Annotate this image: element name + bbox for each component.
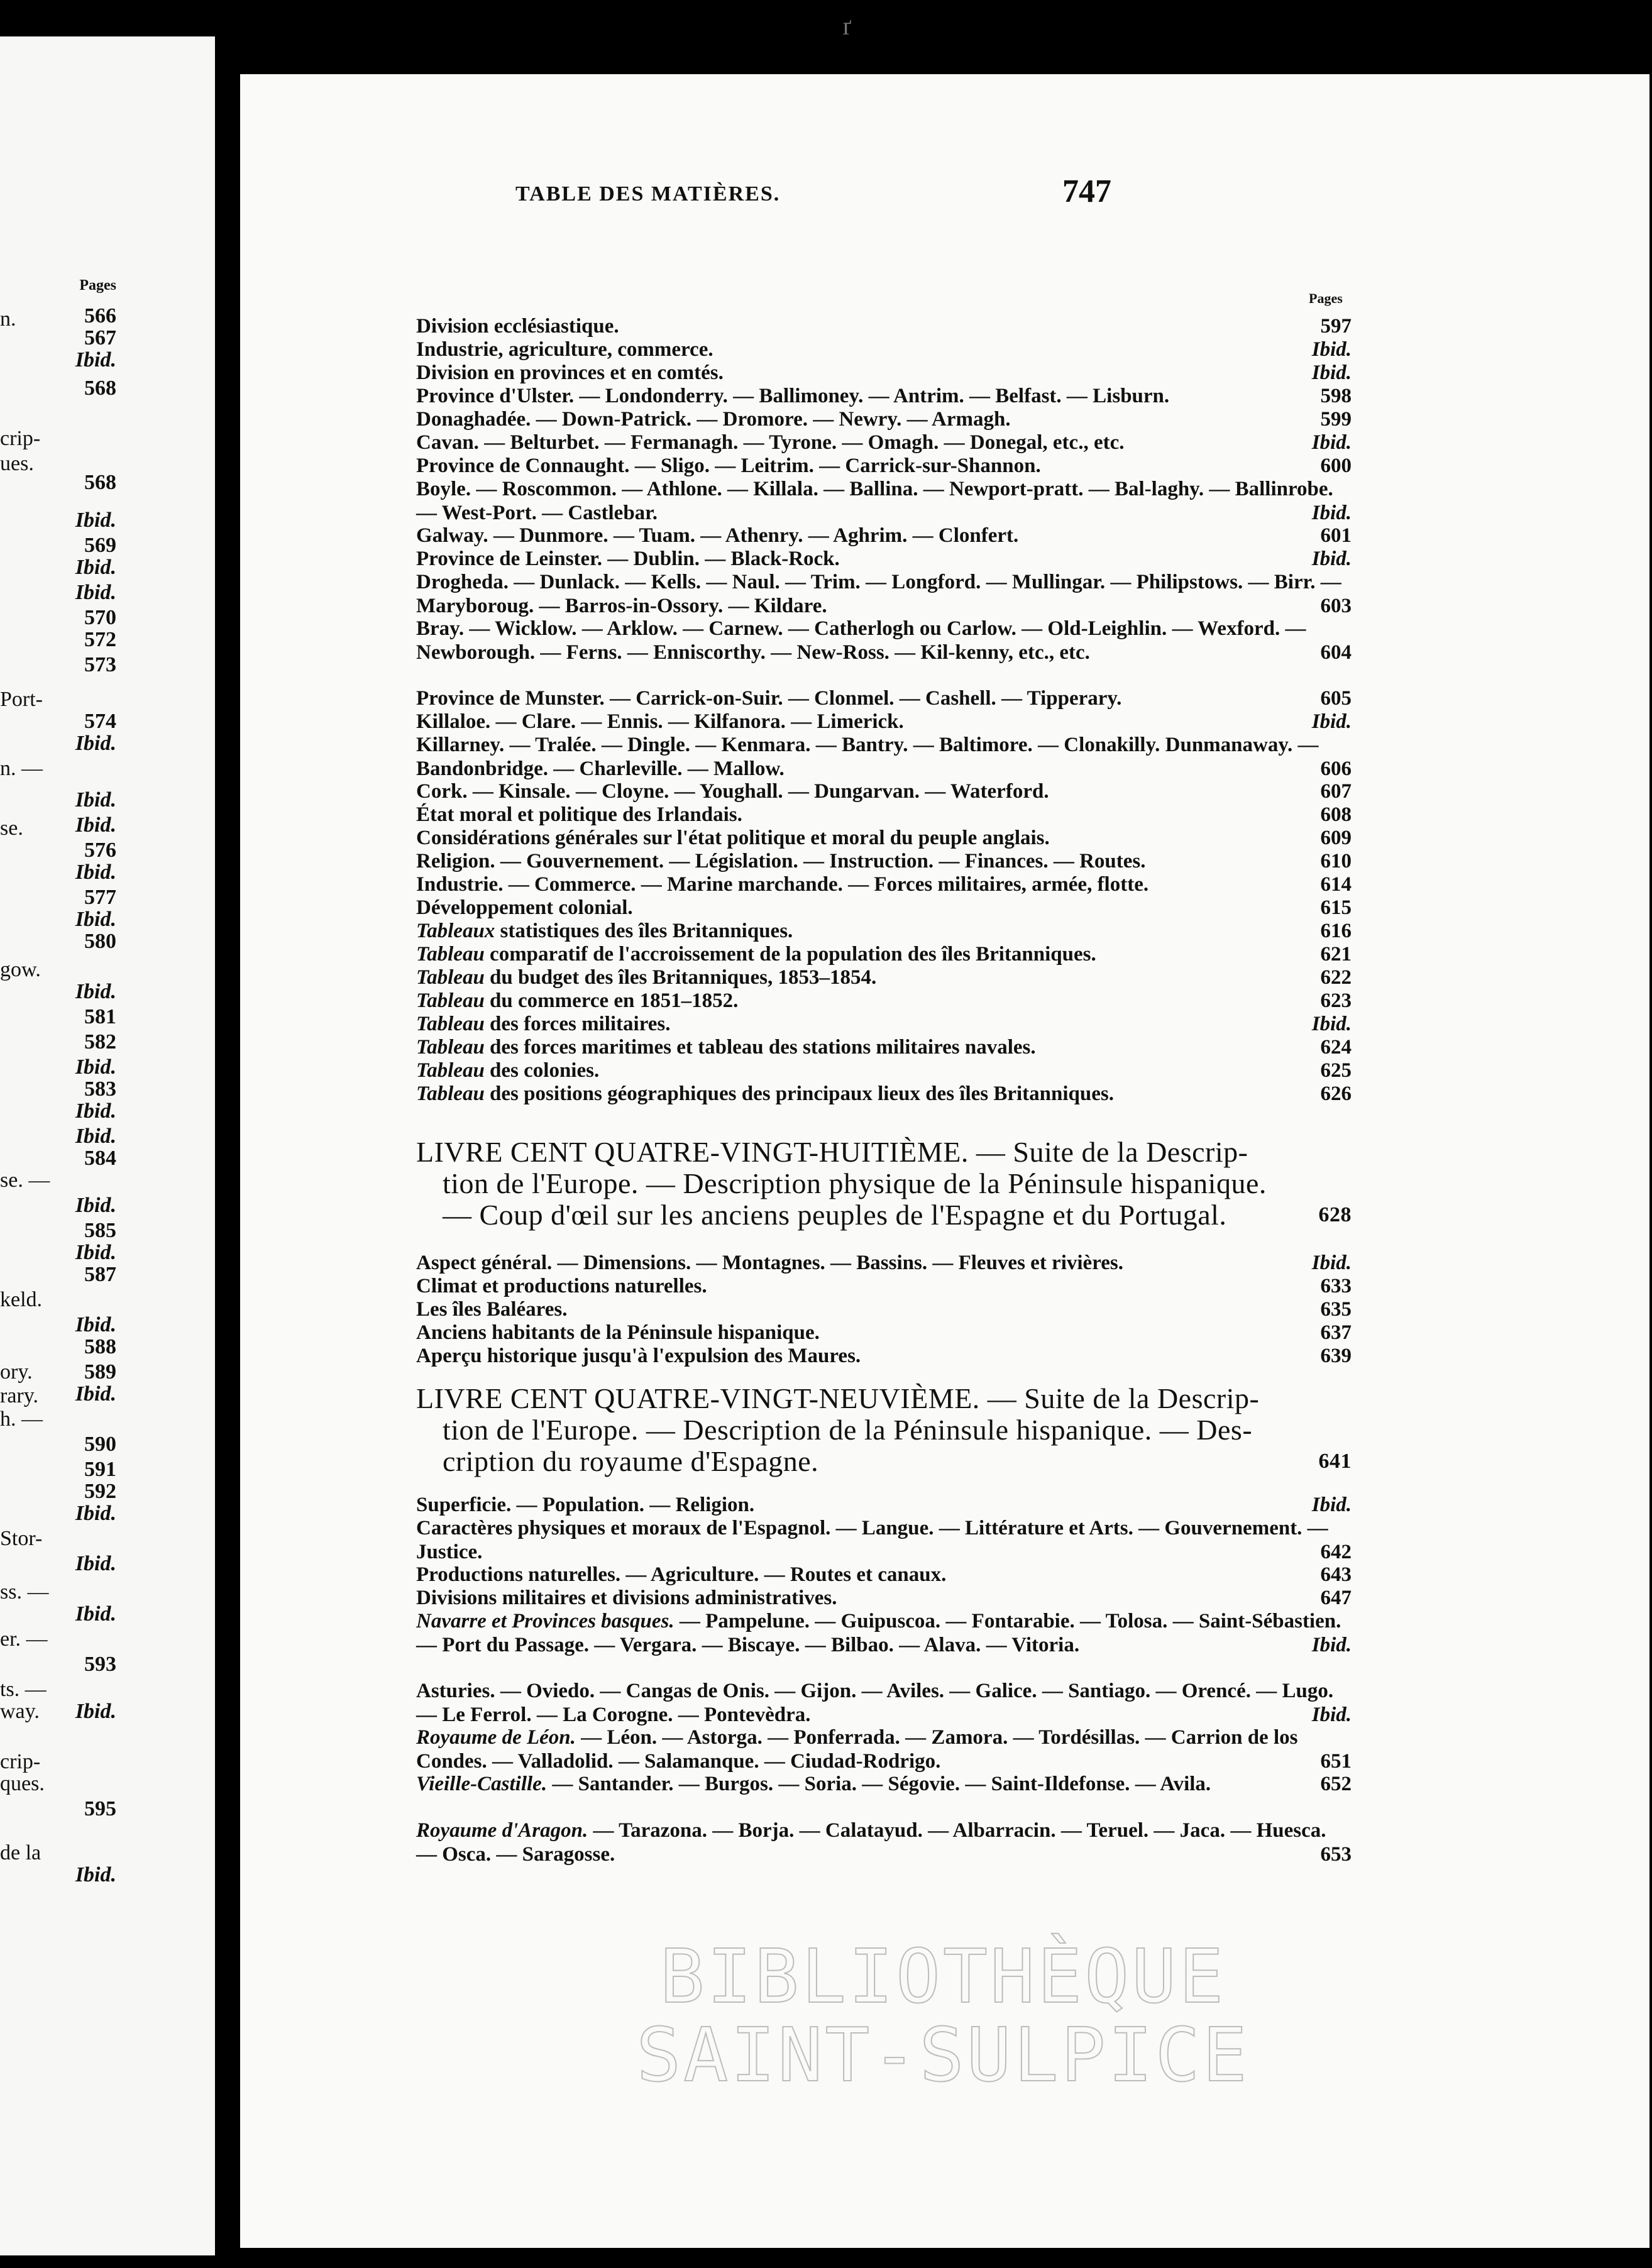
toc-entry-page: 643: [1320, 1563, 1352, 1586]
left-page-number: Ibid.: [75, 581, 116, 604]
toc-entry-italic-text: Royaume de Léon.: [416, 1726, 576, 1749]
left-page-number: 567: [84, 326, 116, 350]
toc-entry: [416, 1321, 1352, 1345]
toc-entry-text-part: Développement colonial.: [416, 896, 633, 919]
toc-entry-page: Ibid.: [1311, 710, 1352, 733]
page-title: TABLE DES MATIÈRES.: [515, 182, 781, 206]
toc-entry-page: 598: [1320, 385, 1352, 407]
toc-entry-text-part: Division ecclésiastique.: [416, 315, 619, 338]
toc-entry-page: 615: [1320, 896, 1352, 919]
toc-entry-text-part: statistiques des îles Britanniques.: [495, 920, 793, 942]
toc-entry-page: 651: [1320, 1750, 1352, 1773]
left-page-number: Ibid.: [75, 813, 116, 837]
toc-entry-text-part: Considérations générales sur l'état politique et moral du peuple anglais.: [416, 827, 1050, 849]
toc-entry-italic-text: Tableau: [416, 1013, 485, 1035]
toc-entry-text-part: — Santander. — Burgos. — Soria. — Ségovie. — Saint-Ildefonse. — Avila.: [547, 1773, 1211, 1795]
toc-entry-text: [416, 1494, 836, 1516]
toc-entry: [416, 686, 1352, 710]
toc-entry-text-part: Asturies. — Oviedo. — Cangas de Onis. — Gijon. — Aviles. — Galice. — Santiago. — Orencé. — Lugo. — Le Ferrol. — La Corogne. — Pontevèdra.: [416, 1680, 1334, 1726]
toc-entry-text: [416, 478, 1333, 524]
toc-entry-text-part: Religion. — Gouvernement. — Législation. — Instruction. — Finances. — Routes.: [416, 850, 1146, 873]
toc-entry-italic-text: Tableau: [416, 1059, 485, 1082]
toc-entry-text: [416, 1036, 1118, 1059]
toc-entry: [416, 1772, 1352, 1796]
toc-entry-text: [416, 1819, 1326, 1866]
toc-entry-page: 604: [1320, 641, 1352, 664]
toc-entry-text-part: Climat et productions naturelles.: [416, 1275, 707, 1297]
toc-entry-italic-text: Navarre et Provinces basques.: [416, 1610, 675, 1632]
left-page: [0, 36, 215, 2255]
left-page-fragment: n. —: [0, 757, 43, 780]
toc-entry-italic-text: Tableaux: [416, 920, 495, 942]
toc-entry-text-part: Killarney. — Tralée. — Dingle. — Kenmara. — Bantry. — Baltimore. — Clonakilly. Dunmanaway. — Bandonbridge. — Charleville. — Mallow.: [416, 734, 1319, 780]
left-page-fragment: rary.: [0, 1384, 39, 1407]
toc-entry-text: [416, 315, 701, 338]
toc-entry-page: 623: [1320, 989, 1352, 1012]
left-page-fragment: keld.: [0, 1288, 43, 1311]
left-page-number: 570: [84, 606, 116, 629]
book-heading: [416, 1383, 1352, 1477]
toc-entry: [416, 454, 1352, 478]
toc-entry-text-part: Superficie. — Population. — Religion.: [416, 1494, 755, 1516]
left-page-fragment: way.: [0, 1700, 40, 1723]
left-page-number: Ibid.: [75, 509, 116, 532]
toc-entry-page: 625: [1320, 1059, 1352, 1082]
toc-entry-text: [416, 1587, 919, 1609]
toc-entry-page: 642: [1320, 1541, 1352, 1563]
toc-entry: [416, 617, 1352, 664]
left-page-fragment: h. —: [0, 1407, 43, 1431]
toc-entry-text: [416, 687, 1203, 710]
toc-entry: [416, 873, 1352, 896]
toc-entry-text-part: Industrie, agriculture, commerce.: [416, 338, 713, 361]
toc-entry-page: 633: [1320, 1275, 1352, 1297]
toc-entry-text-part: Cavan. — Belturbet. — Fermanagh. — Tyrone. — Omagh. — Donegal, etc., etc.: [416, 431, 1125, 454]
toc-entry-text: [416, 780, 1131, 803]
toc-entry-text: [416, 803, 824, 826]
toc-entry-page: Ibid.: [1311, 431, 1352, 454]
toc-entry-page: Ibid.: [1311, 502, 1352, 524]
toc-entry-text: [416, 1563, 1028, 1586]
toc-entry-text: [416, 454, 1123, 477]
toc-entry-text-part: comparatif de l'accroissement de la population des îles Britanniques.: [484, 943, 1096, 966]
toc-entry: [416, 1012, 1352, 1036]
scan-mark: ґ: [842, 12, 852, 40]
toc-entry-page: Ibid.: [1311, 548, 1352, 570]
left-page-number: Ibid.: [75, 1194, 116, 1217]
left-page-number: 591: [84, 1458, 116, 1481]
left-page-fragment: ss. —: [0, 1580, 49, 1604]
toc-entry-text: [416, 1610, 1341, 1656]
left-page-number: Ibid.: [75, 1863, 116, 1886]
page-number: 747: [1062, 173, 1111, 209]
toc-entry-text-part: Aspect général. — Dimensions. — Montagnes. — Bassins. — Fleuves et rivières.: [416, 1252, 1123, 1274]
toc-entry-text-part: Province de Connaught. — Sligo. — Leitrim. — Carrick-sur-Shannon.: [416, 454, 1041, 477]
library-stamp-line2: SAINT-SULPICE: [636, 2012, 1250, 2098]
left-page-number: 593: [84, 1653, 116, 1676]
toc-entry-text-part: — Tarazona. — Borja. — Calatayud. — Albarracin. — Teruel. — Jaca. — Huesca. — Osca. — Saragosse.: [416, 1819, 1326, 1866]
toc-entry-text-part: du commerce en 1851–1852.: [484, 989, 739, 1012]
left-page-number: Ibid.: [75, 1502, 116, 1525]
book-subtitle-line: — Coup d'œil sur les anciens peuples de l'Espagne et du Portugal.: [443, 1199, 1227, 1231]
toc-entry: [416, 779, 1352, 803]
toc-entry: [416, 1516, 1352, 1564]
toc-entry-text-part: des colonies.: [484, 1059, 600, 1082]
toc-entry-text-part: Cork. — Kinsale. — Cloyne. — Youghall. — Dungarvan. — Waterford.: [416, 780, 1049, 803]
left-page-number: Ibid.: [75, 1125, 116, 1148]
left-page-number: Ibid.: [75, 1552, 116, 1575]
left-page-number: 574: [84, 710, 116, 733]
toc-entry-text: [416, 1773, 1292, 1795]
toc-entry-page: Ibid.: [1311, 1634, 1352, 1656]
toc-entry-italic-text: Tableau: [416, 989, 485, 1012]
left-page-fragment: ues.: [0, 452, 34, 475]
toc-entry: [416, 919, 1352, 943]
left-page-fragment: ques.: [0, 1772, 45, 1795]
left-page-number: Ibid.: [75, 980, 116, 1003]
toc-entry-page: 609: [1320, 827, 1352, 849]
toc-entry: [416, 547, 1352, 571]
toc-entry-text-part: Division en provinces et en comtés.: [416, 361, 724, 384]
left-page-number: 568: [84, 377, 116, 400]
toc-entry-page: Ibid.: [1311, 1494, 1352, 1516]
toc-entry-italic-text: Tableau: [416, 943, 485, 966]
toc-entry-page: 603: [1320, 595, 1352, 617]
toc-entry-page: 597: [1320, 315, 1352, 338]
toc-entry-page: 599: [1320, 408, 1352, 431]
toc-entry: [416, 1726, 1352, 1773]
toc-entry: [416, 1082, 1352, 1106]
toc-entry-page: 608: [1320, 803, 1352, 826]
toc-entry-page: 610: [1320, 850, 1352, 873]
left-page-fragment: gow.: [0, 958, 41, 981]
toc-entry: [416, 1493, 1352, 1517]
toc-entry: [416, 338, 1352, 361]
toc-entry: [416, 710, 1352, 734]
toc-entry: [416, 1344, 1352, 1368]
left-page-number: 573: [84, 653, 116, 676]
toc-entry-text: [416, 1082, 1196, 1105]
left-page-number: Ibid.: [75, 732, 116, 755]
toc-entry: [416, 1035, 1352, 1059]
toc-entry-text-part: Anciens habitants de la Péninsule hispanique.: [416, 1321, 820, 1344]
toc-entry-text: [416, 1059, 681, 1082]
left-page-number: 576: [84, 839, 116, 862]
toc-entry: [416, 1679, 1352, 1727]
left-page-number: Ibid.: [75, 1099, 116, 1123]
toc-entry-text: [416, 827, 1132, 849]
toc-entry-text-part: des positions géographiques des principaux lieux des îles Britanniques.: [484, 1082, 1114, 1105]
toc-entry-text: [416, 361, 805, 384]
toc-entry-text: [416, 920, 874, 942]
toc-entry-page: 600: [1320, 454, 1352, 477]
left-page-number: Ibid.: [75, 788, 116, 812]
toc-entry-text-part: Donaghadée. — Down-Patrick. — Dromore. — Newry. — Armagh.: [416, 408, 1011, 431]
left-page-number: 581: [84, 1005, 116, 1028]
toc-entry: [416, 826, 1352, 850]
toc-entry-page: Ibid.: [1311, 338, 1352, 361]
book-subtitle-line: tion de l'Europe. — Description physique de la Péninsule hispanique.: [443, 1167, 1267, 1199]
toc-entry-text: [416, 966, 958, 989]
toc-entry-text: [416, 1517, 1328, 1563]
toc-entry-text-part: — Pampelune. — Guipuscoa. — Fontarabie. — Tolosa. — Saint-Sébastien. — Port du Passage. — Vergara. — Biscaye. — Bilbao. — Alava. — Vitoria.: [416, 1610, 1341, 1656]
toc-entry: [416, 1274, 1352, 1298]
toc-entry-text-part: Boyle. — Roscommon. — Athlone. — Killala. — Ballina. — Newport-pratt. — Bal-laghy. — Ballinrobe. — West-Port. — Castlebar.: [416, 478, 1333, 524]
left-page-fragment: crip-: [0, 1750, 41, 1773]
toc-entry: [416, 849, 1352, 873]
toc-entry-page: 614: [1320, 873, 1352, 896]
toc-entry-page: 653: [1320, 1843, 1352, 1866]
toc-entry-italic-text: Tableau: [416, 1082, 485, 1105]
toc-entry-italic-text: Tableau: [416, 966, 485, 989]
toc-entry-text-part: Les îles Baléares.: [416, 1298, 568, 1321]
toc-entry-text: [416, 873, 1230, 896]
left-page-number: 588: [84, 1335, 116, 1358]
toc-entry-text: [416, 617, 1306, 664]
toc-entry-page: 621: [1320, 943, 1352, 966]
toc-entry-text: [416, 1321, 901, 1344]
book-heading: [416, 1137, 1352, 1231]
toc-entry: [416, 1251, 1352, 1275]
left-page-number: 569: [84, 534, 116, 557]
left-page-number: 566: [84, 304, 116, 328]
pages-column-label: Pages: [1309, 290, 1343, 306]
toc-entry-page: 616: [1320, 920, 1352, 942]
toc-entry: [416, 1819, 1352, 1866]
toc-entry-page: 624: [1320, 1036, 1352, 1059]
book-page: 628: [1318, 1203, 1352, 1226]
left-page-fragment: ory.: [0, 1360, 33, 1384]
toc-entry-text-part: Province de Leinster. — Dublin. — Black-Rock.: [416, 548, 840, 570]
toc-entry-text-part: Province d'Ulster. — Londonderry. — Ballimoney. — Antrim. — Belfast. — Lisburn.: [416, 385, 1170, 407]
toc-entry-page: 606: [1320, 757, 1352, 780]
left-page-number: 592: [84, 1480, 116, 1503]
left-page-fragment: n.: [0, 307, 16, 331]
left-page-number: Ibid.: [75, 1055, 116, 1079]
toc-entry-italic-text: Vieille-Castille.: [416, 1773, 548, 1795]
toc-entry-page: 647: [1320, 1587, 1352, 1609]
left-page-fragment: er. —: [0, 1627, 48, 1651]
toc-entry-page: 601: [1320, 524, 1352, 547]
toc-entry-page: Ibid.: [1311, 1252, 1352, 1274]
toc-entry: [416, 896, 1352, 920]
left-page-fragment: se. —: [0, 1169, 50, 1192]
toc-entry: [416, 570, 1352, 618]
toc-entry-italic-text: Royaume d'Aragon.: [416, 1819, 588, 1842]
toc-entry: [416, 1563, 1352, 1587]
left-page-number: 583: [84, 1077, 116, 1101]
toc-entry: [416, 966, 1352, 989]
toc-entry-text: [416, 710, 986, 733]
toc-entry: [416, 1059, 1352, 1082]
toc-entry-text: [416, 408, 1093, 431]
left-page-number: Ibid.: [75, 556, 116, 579]
toc-entry-text-part: du budget des îles Britanniques, 1853–1854.: [484, 966, 877, 989]
toc-entry-text: [416, 548, 922, 570]
toc-entry: [416, 1586, 1352, 1610]
toc-entry-page: 635: [1320, 1298, 1352, 1321]
toc-entry-text-part: Drogheda. — Dunlack. — Kells. — Naul. — Trim. — Longford. — Mullingar. — Philipstows. — Birr. — Maryboroug. — Barros-in-Ossory. — Kildare.: [416, 571, 1341, 617]
toc-entry-page: Ibid.: [1311, 361, 1352, 384]
left-page-fragment: crip-: [0, 427, 41, 450]
toc-entry: [416, 431, 1352, 454]
toc-entry-text: [416, 338, 795, 361]
toc-entry-italic-text: Tableau: [416, 1036, 485, 1059]
toc-entry-page: 607: [1320, 780, 1352, 803]
book-subtitle-line: cription du royaume d'Espagne.: [443, 1445, 819, 1477]
left-page-number: 582: [84, 1030, 116, 1054]
left-page-number: Ibid.: [75, 1313, 116, 1336]
toc-entry-text: [416, 1013, 752, 1035]
toc-entry-text-part: Caractères physiques et moraux de l'Espagnol. — Langue. — Littérature et Arts. — Gouvernement. — Justice.: [416, 1517, 1328, 1563]
left-page-number: 572: [84, 628, 116, 651]
toc-entry-page: 652: [1320, 1773, 1352, 1795]
toc-entry-text-part: Province de Munster. — Carrick-on-Suir. — Clonmel. — Cashell. — Tipperary.: [416, 687, 1122, 710]
toc-entry: [416, 989, 1352, 1013]
toc-entry-text-part: Killaloe. — Clare. — Ennis. — Kilfanora. — Limerick.: [416, 710, 904, 733]
left-page-fragment: ts. —: [0, 1678, 47, 1701]
left-page-number: 577: [84, 886, 116, 909]
left-page-number: Ibid.: [75, 861, 116, 884]
left-page-number: Ibid.: [75, 1382, 116, 1406]
toc-entry-text: [416, 943, 1178, 966]
toc-entry-text: [416, 431, 1206, 454]
left-page-number: Ibid.: [75, 1602, 116, 1626]
toc-entry-text-part: Productions naturelles. — Agriculture. — Routes et canaux.: [416, 1563, 947, 1586]
left-page-number: Ibid.: [75, 1700, 116, 1723]
toc-entry-text: [416, 1680, 1333, 1726]
toc-entry-text-part: Divisions militaires et divisions administratives.: [416, 1587, 837, 1609]
toc-entry-page: 626: [1320, 1082, 1352, 1105]
book-page: 641: [1318, 1450, 1352, 1473]
toc-entry: [416, 803, 1352, 827]
toc-entry-text: [416, 1275, 789, 1297]
toc-entry: [416, 524, 1352, 548]
toc-entry: [416, 1297, 1352, 1321]
library-stamp-line1: BIBLIOTHÈQUE: [659, 1933, 1226, 2020]
toc-entry-text: [416, 1726, 1297, 1773]
toc-entry-page: Ibid.: [1311, 1013, 1352, 1035]
toc-entry-text-part: des forces maritimes et tableau des stations militaires navales.: [484, 1036, 1036, 1059]
left-page-number: 587: [84, 1263, 116, 1286]
left-page-number: 584: [84, 1147, 116, 1170]
left-pages-header: Pages: [79, 277, 116, 294]
toc-entry-text: [416, 989, 820, 1012]
book-title: LIVRE CENT QUATRE-VINGT-NEUVIÈME. — Suite de la Descrip-: [416, 1382, 1260, 1414]
toc-entry: [416, 407, 1352, 431]
toc-entry-text: [416, 524, 1100, 547]
left-page-number: Ibid.: [75, 1241, 116, 1264]
toc-entry-text: [416, 1298, 649, 1321]
toc-entry-page: Ibid.: [1311, 1704, 1352, 1726]
left-page-number: 595: [84, 1797, 116, 1820]
toc-entry-text-part: Industrie. — Commerce. — Marine marchande. — Forces militaires, armée, flotte.: [416, 873, 1149, 896]
toc-entry-text: [416, 1252, 1205, 1274]
toc-entry-page: 637: [1320, 1321, 1352, 1344]
toc-entry: [416, 361, 1352, 385]
toc-entry-page: 605: [1320, 687, 1352, 710]
left-page-number: 580: [84, 930, 116, 953]
toc-entry-text-part: des forces militaires.: [484, 1013, 671, 1035]
left-page-number: 568: [84, 471, 116, 494]
left-page-number: 585: [84, 1219, 116, 1242]
toc-entry-text: [416, 385, 1251, 407]
toc-entry-page: 622: [1320, 966, 1352, 989]
left-page-number: Ibid.: [75, 908, 116, 931]
toc-entry-text: [416, 850, 1228, 873]
left-page-number: 589: [84, 1360, 116, 1384]
toc-entry: [416, 942, 1352, 966]
toc-entry: [416, 733, 1352, 781]
toc-entry-text-part: — Léon. — Astorga. — Ponferrada. — Zamora. — Tordésillas. — Carrion de los Condes. — Valladolid. — Salamanque. — Ciudad-Rodrigo.: [416, 1726, 1298, 1773]
toc-entry-text-part: Galway. — Dunmore. — Tuam. — Athenry. — Aghrim. — Clonfert.: [416, 524, 1019, 547]
toc-entry: [416, 384, 1352, 408]
book-title: LIVRE CENT QUATRE-VINGT-HUITIÈME. — Suite de la Descrip-: [416, 1136, 1248, 1168]
toc-entry-text-part: Aperçu historique jusqu'à l'expulsion des Maures.: [416, 1345, 861, 1367]
toc-entry-text: [416, 1345, 942, 1367]
left-page-fragment: de la: [0, 1841, 41, 1864]
toc-entry-page: 639: [1320, 1345, 1352, 1367]
toc-entry: [416, 477, 1352, 525]
book-subtitle-line: tion de l'Europe. — Description de la Péninsule hispanique. — Des-: [443, 1414, 1253, 1446]
toc-entry-text: [416, 571, 1341, 617]
left-page-fragment: Port-: [0, 688, 43, 711]
left-page-fragment: se.: [0, 817, 23, 840]
toc-entry-text-part: Bray. — Wicklow. — Arklow. — Carnew. — Catherlogh ou Carlow. — Old-Leighlin. — Wexford. — Newborough. — Ferns. — Enniscorthy. — New-Ross. — Kil-kenny, etc., etc.: [416, 617, 1306, 664]
toc-entry-text: [416, 734, 1319, 780]
toc-entry: [416, 314, 1352, 338]
toc-entry: [416, 1609, 1352, 1657]
toc-entry-text: [416, 896, 715, 919]
left-page-number: Ibid.: [75, 348, 116, 372]
toc-entry-text-part: État moral et politique des Irlandais.: [416, 803, 742, 826]
left-page-fragment: Stor-: [0, 1527, 43, 1550]
left-page-number: 590: [84, 1433, 116, 1456]
